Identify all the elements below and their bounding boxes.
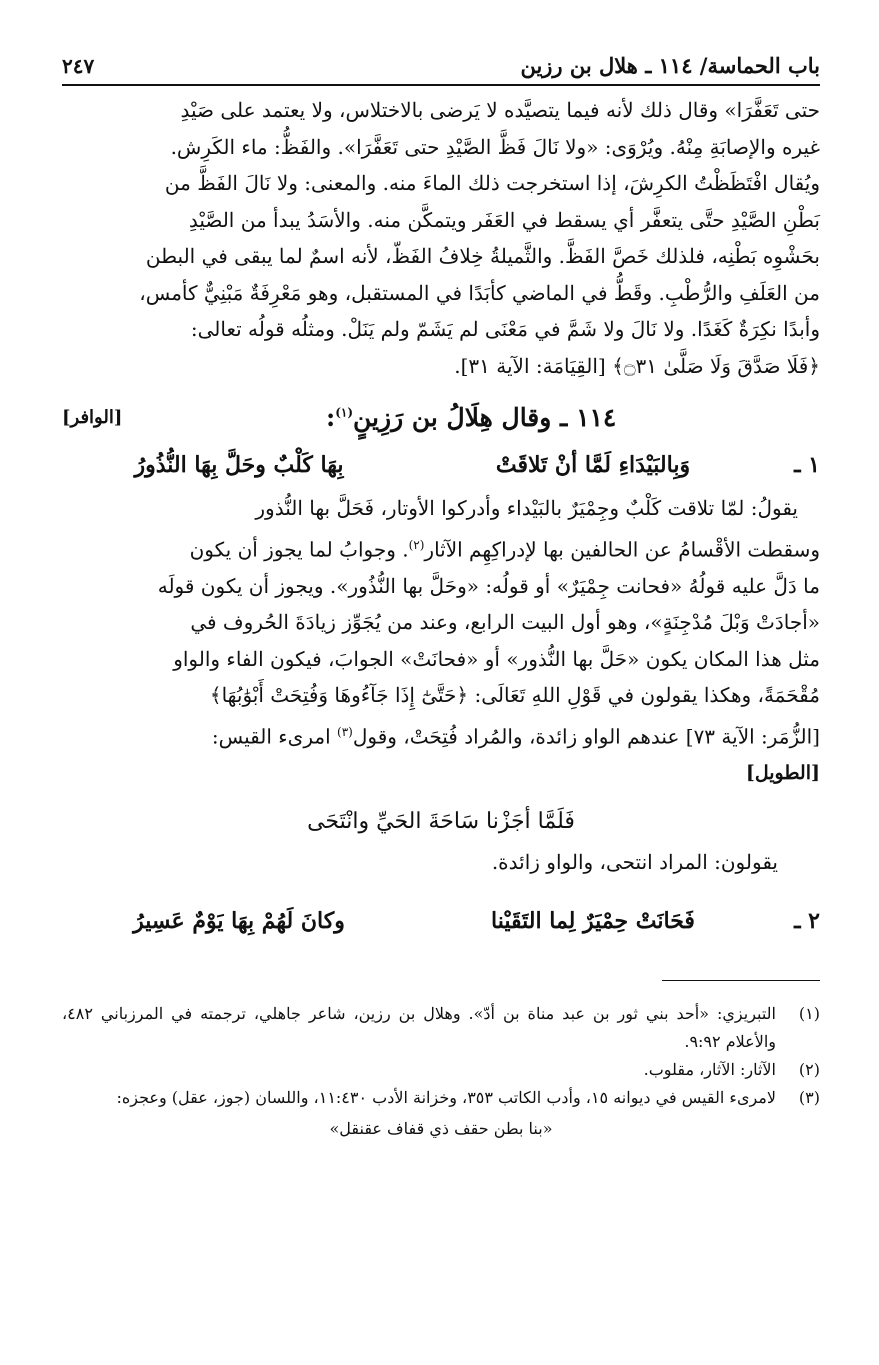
- meter-label: [الطويل]: [745, 761, 820, 784]
- verse-number: ٢ ـ: [794, 908, 820, 935]
- text-line: مثل هذا المكان يكون «حَلَّ بها النُّذور» أو «فحانَتْ» الجوابَ، فيكون الفاء والواو: [173, 646, 820, 671]
- verse-first-half: فَحَانَتْ حِمْيَرٌ لِما التَقَيْنا: [491, 908, 695, 935]
- footnote-number: (٣): [798, 1088, 820, 1108]
- separator-line: [662, 980, 820, 981]
- text-line: يقولُ: لمّا تلاقت كَلْبٌ وجِمْيَرٌ بالبَيْداء وأدركوا الأوتار، فَحَلَّ بها النُّذور: [255, 496, 798, 520]
- text-line: من العَلَفِ والرُّطْبِ. وقَطُّ في الماضي كأبَدًا في المستقبل، وهو مَعْرِفَةٌ مَبْنِيٌّ كأمس،: [139, 280, 820, 305]
- text-segment: وسقطت الأقْسامُ عن الحالفين بها لإدراكِهِم الآثار: [424, 537, 820, 562]
- meter-label: [الوافر]: [62, 406, 123, 428]
- verse-first-half: وَبِالبَيْدَاءِ لَمَّا أنْ تَلاقَتْ: [495, 452, 691, 478]
- text-line: [62, 714, 820, 755]
- text-line: مُقْحَمَةً، وهكذا يقولون في قَوْلِ اللهِ تَعَالَى: ﴿حَتَّىٰٓ إِذَا جَآءُوهَا وَفُتِحَتْ أَبْوَٰبُهَا﴾: [209, 683, 820, 708]
- verse-1: [62, 440, 820, 490]
- text-line: «أجادَتْ وَبْلَ مُدْجِنَةٍ»، وهو أول البيت الرابع، وعند من يُجَوِّز زيادَةَ الحُروف في: [190, 610, 820, 635]
- poem-title-text: ١١٤ ـ وقال هِلَالُ بن رَزِينٍ: [353, 402, 617, 432]
- quoted-half-verse: فَلَمَّا أجَزْنا سَاحَةَ الحَيِّ وانْتَحَى: [307, 809, 575, 835]
- poem-heading: [62, 394, 820, 440]
- text-line: بحَشْوِه بَطْنِه، فلذلك خَصَّ الفَظَّ. والثَّميلةُ خِلافُ الفَظّ، لأنه اسمٌ لما يبقى في البطن: [145, 244, 820, 268]
- text-segment: امرىء القيس:: [211, 724, 337, 749]
- header-title: باب الحماسة/ ١١٤ ـ هلال بن رزين: [520, 53, 820, 78]
- text-segment: [الزُّمَر: الآية ٧٣] عندهم الواو زائدة، والمُراد فُتِحَتْ، وقول: [352, 724, 820, 749]
- footnote-2: [62, 1056, 820, 1084]
- running-header: [62, 38, 820, 86]
- book-page: [62, 38, 820, 1144]
- footnote-ref[interactable]: (٢): [408, 537, 425, 552]
- intro-paragraph: [62, 92, 820, 384]
- footnote-separator: [62, 980, 820, 982]
- verse-second-half: بِهَا كَلْبٌ وحَلَّ بِهَا النُّذُورُ: [134, 452, 344, 478]
- footnote-number: (٢): [798, 1060, 820, 1080]
- footnote-3: [62, 1084, 820, 1112]
- text-line: ﴿فَلَا صَدَّقَ وَلَا صَلَّىٰ ۝٣١﴾ [القِيَامَة: الآية ٣١].: [454, 353, 820, 378]
- footnote-quote: «بنا بطن حقف ذي قفاف عقنقل»: [329, 1119, 553, 1139]
- verse-second-half: وكانَ لَهُمْ بِهَا يَوْمٌ عَسِيرُ: [133, 908, 345, 935]
- text-line: ويُقال افْتَظَظْتُ الكرِشَ، إذا استخرجت ذلك الماءَ منه. والمعنى: ولا نَالَ الفَظَّ من: [164, 171, 820, 195]
- footnote-text: التبريزي: «أحد بني ثور بن عبد مناة بن أدّ». وهلال بن رزين، شاعر جاهلي، ترجمته في المرزباني ٤٨٢، والأعلام ٩:٩٢.: [62, 1004, 776, 1052]
- text-line: وأبدًا نكِرَةٌ كَغَدًا. ولا نَالَ ولا شَمَّ في مَعْنَى لم يَشَمّ ولم يَنَلْ. ومثلُه قولُه تعالى:: [190, 317, 820, 341]
- text-line: حتى تَعَفَّرَا» وقال ذلك لأنه فيما يتصيَّده لا يَرضى بالاختلاس، ولا يعتمد على صَيْدِ: [180, 98, 820, 122]
- footnote-1: [62, 1000, 820, 1056]
- verse-number: ١ ـ: [794, 452, 820, 478]
- commentary: [62, 490, 820, 791]
- footnote-ref[interactable]: (١): [335, 405, 354, 420]
- text-line: ما دَلَّ عليه قولُهُ «فحانت جِمْيَرٌ» أو قولُه: «وحَلَّ بها النُّذُور». ويجوز أن يكون قولَه: [157, 573, 820, 598]
- footnote-text: الآثار: الآثار، مقلوب.: [643, 1060, 776, 1080]
- text-line: بَطْنِ الصَّيْدِ حتَّى يتعفَّر أي يسقط في العَفَر ويتمكَّن منه. والأسَدُ يبدأ من الصَّيْدِ: [188, 207, 820, 232]
- text-segment: . وجوابُ لما يجوز أن يكون: [189, 537, 409, 562]
- page-number: ٢٤٧: [62, 54, 95, 78]
- footnote-ref[interactable]: (٣): [337, 724, 353, 739]
- footnote-text: لامرىء القيس في ديوانه ١٥، وأدب الكاتب ٣٥٣، وخزانة الأدب ١١:٤٣٠، واللسان (جوز، عقل) وعجزه:: [116, 1088, 776, 1108]
- text-line: غيره والإصابَةِ مِنْهُ. ويُرْوَى: «ولا نَالَ فَظَّ الصَّيْدِ حتى تَعَفَّرَا». والفَظُّ: ماء الكَرِش.: [170, 134, 820, 159]
- poem-title: ١١٤ ـ وقال هِلَالُ بن رَزِينٍ$^{(١)}$:: [325, 402, 617, 432]
- text-line: [62, 527, 820, 568]
- explanation-line: يقولون: المراد انتحى، والواو زائدة.: [491, 850, 778, 875]
- footnote-number: (١): [798, 1004, 820, 1024]
- verse-2: [62, 896, 820, 946]
